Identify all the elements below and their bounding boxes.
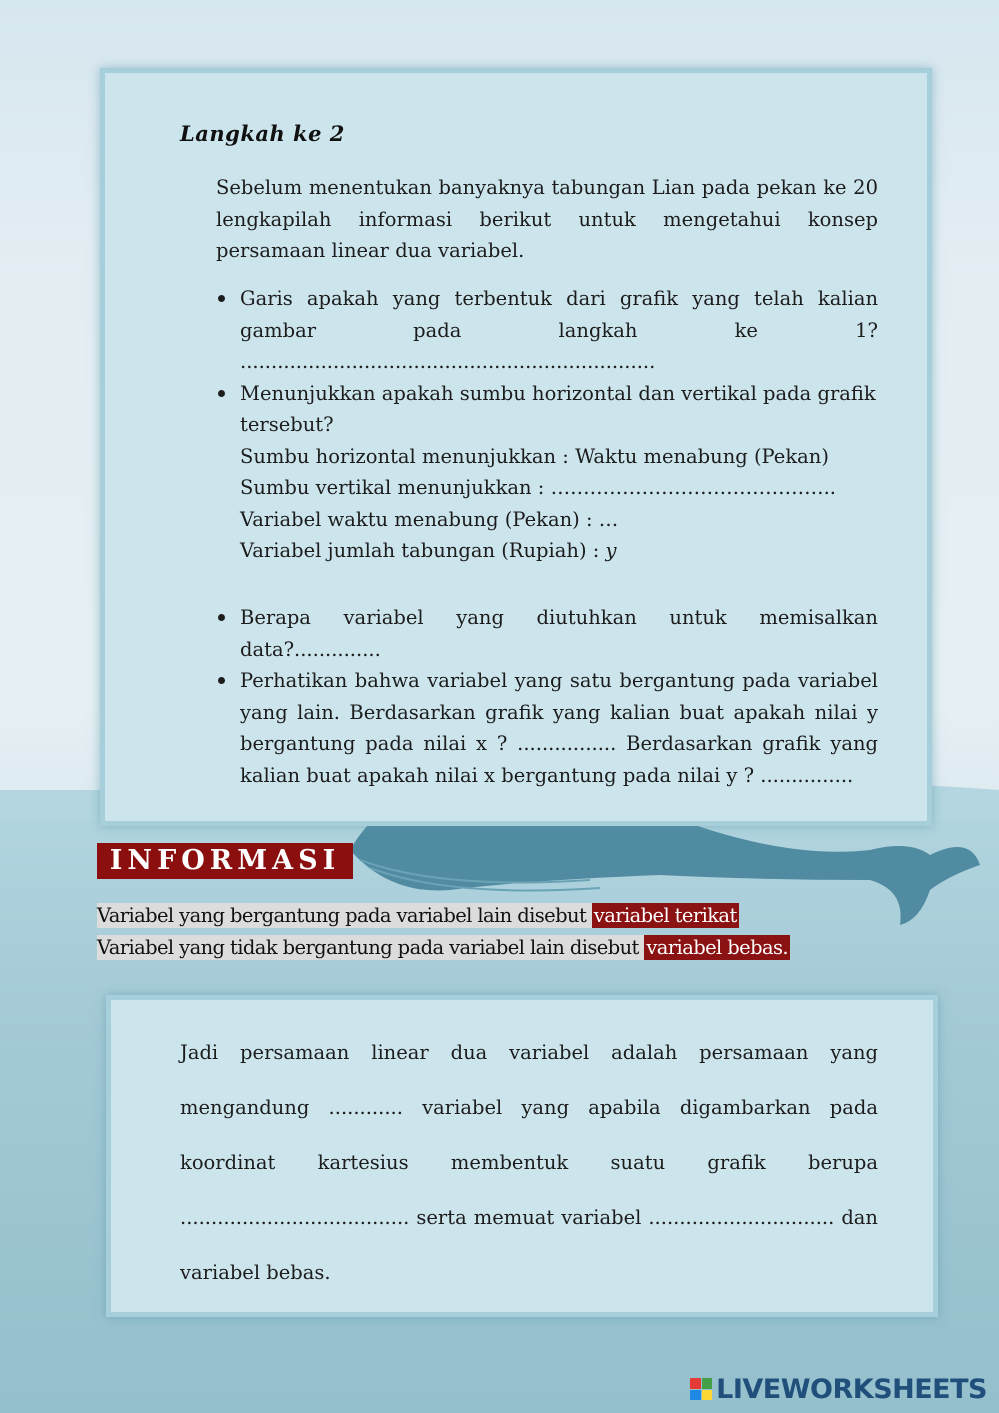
definition-dependent [97, 904, 739, 927]
definition-highlight: variabel terikat [593, 904, 737, 927]
definition-independent [97, 936, 790, 959]
informasi-label: INFORMASI [97, 843, 353, 879]
bullet-icon [218, 677, 225, 684]
bullet-icon [218, 390, 225, 397]
definition-highlight: variabel bebas. [646, 936, 789, 959]
logo-square [690, 1378, 701, 1389]
horizontal-axis-line: Sumbu horizontal menunjukkan : Waktu menabung (Pekan) [240, 444, 829, 468]
step-title: Langkah ke 2 [180, 121, 345, 146]
question-list-top [216, 283, 878, 567]
question-item [216, 378, 878, 567]
question-item [216, 602, 878, 665]
question-2: Menunjukkan apakah sumbu horizontal dan vertikal pada grafik tersebut? [240, 381, 876, 436]
question-list-bottom [216, 602, 878, 791]
logo-square [702, 1378, 713, 1389]
question-item [216, 665, 878, 791]
conclusion-text: Jadi persamaan linear dua variabel adalah persamaan yang mengandung ............ variabel yang apabila digambarkan pada koordinat kartesius membentuk suatu grafik berupa ..................................... serta memuat variabel .............................. dan variabel bebas. [180, 1041, 878, 1284]
bullet-icon [218, 614, 225, 621]
bullet-icon [218, 295, 225, 302]
definition-text: Variabel yang tidak bergantung pada variabel lain disebut [97, 936, 645, 959]
logo-grid-icon [690, 1378, 712, 1400]
question-1: Garis apakah yang terbentuk dari grafik yang telah kalian gambar pada langkah ke 1? ................................................................... [240, 287, 878, 373]
liveworksheets-logo[interactable] [690, 1374, 987, 1404]
definition-text: Variabel yang bergantung pada variabel lain disebut [97, 904, 592, 927]
savings-variable-line: Variabel jumlah tabungan (Rupiah) : 𝑦 [240, 539, 617, 562]
brand-name: LIVEWORKSHEETS [716, 1373, 987, 1405]
step-intro: Sebelum menentukan banyaknya tabungan Lian pada pekan ke 20 lengkapilah informasi berikut untuk mengetahui konsep persamaan linear dua variabel. [216, 176, 878, 262]
question-3: Berapa variabel yang diutuhkan untuk memisalkan data?.............. [240, 606, 878, 661]
vertical-axis-line: Sumbu vertikal menunjukkan : …………………………………….. [240, 476, 836, 499]
question-item [216, 283, 878, 378]
time-variable-line: Variabel waktu menabung (Pekan) : … [240, 507, 619, 531]
question-4: Perhatikan bahwa variabel yang satu bergantung pada variabel yang lain. Berdasarkan grafik yang kalian buat apakah nilai y bergantung pada nilai x ? ................ Berdasarkan grafik yang kalian buat apakah nilai x bergantung pada nilai y ? ............... [240, 669, 878, 787]
logo-square [690, 1390, 701, 1401]
logo-square [702, 1390, 713, 1401]
